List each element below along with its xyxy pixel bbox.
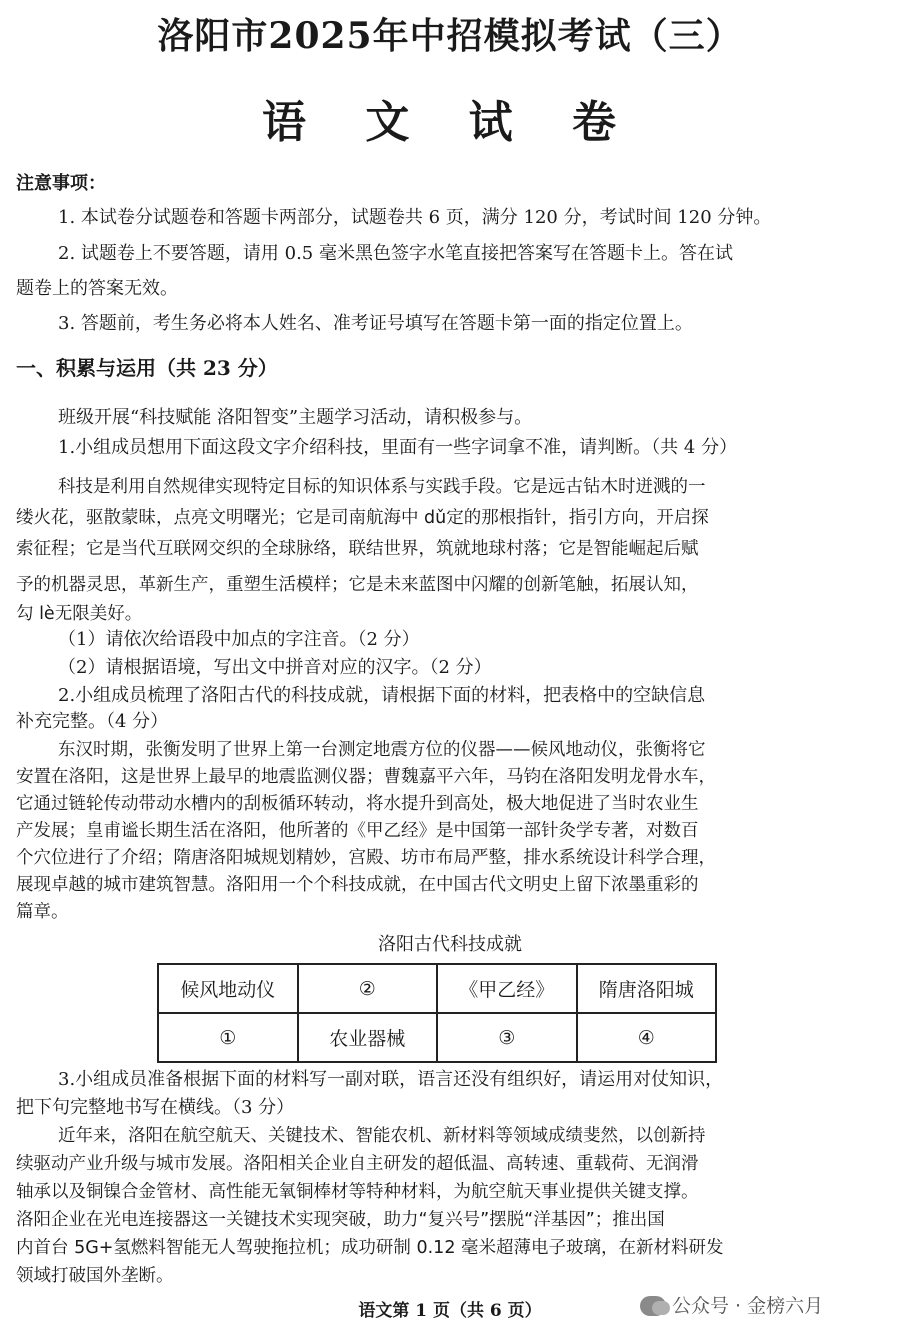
table-cell: 《甲乙经》 xyxy=(437,964,577,1013)
q1-passage-line: 予的机器灵思，革新生产，重塑生活模样；它是未来蓝图中闪耀的创新笔触，拓展认知， xyxy=(16,575,699,595)
question-2-stem: 2.小组成员梳理了洛阳古代的科技成就，请根据下面的材料，把表格中的空缺信息 xyxy=(58,685,706,706)
question-2-stem-cont: 补充完整。（4 分） xyxy=(16,711,169,732)
q3-passage-line: 洛阳企业在光电连接器这一关键技术实现突破，助力“复兴号”摆脱“洋基因”；推出国 xyxy=(16,1210,665,1230)
q1-passage-line: 勾 lè无限美好。 xyxy=(16,604,143,624)
exam-title: 洛阳市2025年中招模拟考试（三） xyxy=(157,15,743,57)
activity-intro: 班级开展“科技赋能 洛阳智变”主题学习活动，请积极参与。 xyxy=(58,407,533,428)
watermark-text: 公众号 · 金榜六月 xyxy=(672,1295,824,1317)
q3-passage-line: 内首台 5G+氢燃料智能无人驾驶拖拉机；成功研制 0.12 毫米超薄电子玻璃，在新材料研发 xyxy=(16,1238,724,1258)
subject-title: 语 文 试 卷 xyxy=(262,97,638,148)
q1-subquestion-2: （2）请根据语境，写出文中拼音对应的汉字。（2 分） xyxy=(58,657,492,678)
q2-passage-line: 东汉时期，张衡发明了世界上第一台测定地震方位的仪器——候风地动仪，张衡将它 xyxy=(58,740,706,760)
achievements-table xyxy=(157,963,717,1063)
q2-passage-line: 产发展；皇甫谧长期生活在洛阳，他所著的《甲乙经》是中国第一部针灸学专著，对数百 xyxy=(16,821,699,841)
note-item-3: 3. 答题前，考生务必将本人姓名、准考证号填写在答题卡第一面的指定位置上。 xyxy=(58,313,693,334)
q3-passage-line: 轴承以及铜镍合金管材、高性能无氧铜棒材等特种材料，为航空航天事业提供关键支撑。 xyxy=(16,1182,699,1202)
table-cell: ① xyxy=(158,1013,298,1062)
q2-passage-line: 安置在洛阳，这是世界上最早的地震监测仪器；曹魏嘉平六年，马钧在洛阳发明龙骨水车， xyxy=(16,767,716,787)
notes-heading: 注意事项： xyxy=(16,173,106,194)
q1-subquestion-1: （1）请依次给语段中加点的字注音。（2 分） xyxy=(58,629,420,650)
watermark xyxy=(640,1291,823,1318)
q1-passage-line: 索征程；它是当代互联网交织的全球脉络，联结世界，筑就地球村落；它是智能崛起后赋 xyxy=(16,539,699,559)
q3-passage-line: 近年来，洛阳在航空航天、关键技术、智能农机、新材料等领域成绩斐然，以创新持 xyxy=(58,1126,706,1146)
table-cell: ④ xyxy=(577,1013,717,1062)
table-cell: 候风地动仪 xyxy=(158,964,298,1013)
page-footer: 语文第 1 页（共 6 页） xyxy=(358,1301,542,1321)
section-heading: 一、积累与运用（共 23 分） xyxy=(16,356,278,380)
q1-passage-line: 缕火花，驱散蒙昧，点亮文明曙光；它是司南航海中 dǔ定的那根指针，指引方向，开启探 xyxy=(16,508,709,528)
table-cell: 隋唐洛阳城 xyxy=(577,964,717,1013)
q2-passage-line: 展现卓越的城市建筑智慧。洛阳用一个个科技成就，在中国古代文明史上留下浓墨重彩的 xyxy=(16,875,699,895)
q2-passage-line: 个穴位进行了介绍；隋唐洛阳城规划精妙，宫殿、坊市布局严整，排水系统设计科学合理， xyxy=(16,848,716,868)
question-1-stem: 1.小组成员想用下面这段文字介绍科技，里面有一些字词拿不准，请判断。（共 4 分） xyxy=(58,437,738,458)
note-item-2: 2. 试题卷上不要答题，请用 0.5 毫米黑色签字水笔直接把答案写在答题卡上。答在试 xyxy=(58,243,733,264)
table-cell: ③ xyxy=(437,1013,577,1062)
question-3-stem: 3.小组成员准备根据下面的材料写一副对联，语言还没有组织好，请运用对仗知识， xyxy=(58,1069,724,1090)
table-cell: ② xyxy=(298,964,438,1013)
table-row xyxy=(158,1013,716,1062)
q3-passage-line: 领域打破国外垄断。 xyxy=(16,1266,174,1286)
table-caption: 洛阳古代科技成就 xyxy=(378,934,522,955)
q2-passage-line: 它通过链轮传动带动水槽内的刮板循环转动，将水提升到高处，极大地促进了当时农业生 xyxy=(16,794,699,814)
q3-passage-line: 续驱动产业升级与城市发展。洛阳相关企业自主研发的超低温、高转速、重载荷、无润滑 xyxy=(16,1154,699,1174)
q1-passage-line: 科技是利用自然规律实现特定目标的知识体系与实践手段。它是远古钻木时迸溅的一 xyxy=(58,477,706,497)
table-row xyxy=(158,964,716,1013)
table-cell: 农业器械 xyxy=(298,1013,438,1062)
q2-passage-line: 篇章。 xyxy=(16,902,69,922)
wechat-icon xyxy=(640,1296,666,1316)
question-3-stem-cont: 把下句完整地书写在横线。（3 分） xyxy=(16,1097,295,1118)
note-item-1: 1. 本试卷分试题卷和答题卡两部分，试题卷共 6 页，满分 120 分，考试时间 120 分钟。 xyxy=(58,207,772,228)
note-item-2-cont: 题卷上的答案无效。 xyxy=(16,278,178,299)
